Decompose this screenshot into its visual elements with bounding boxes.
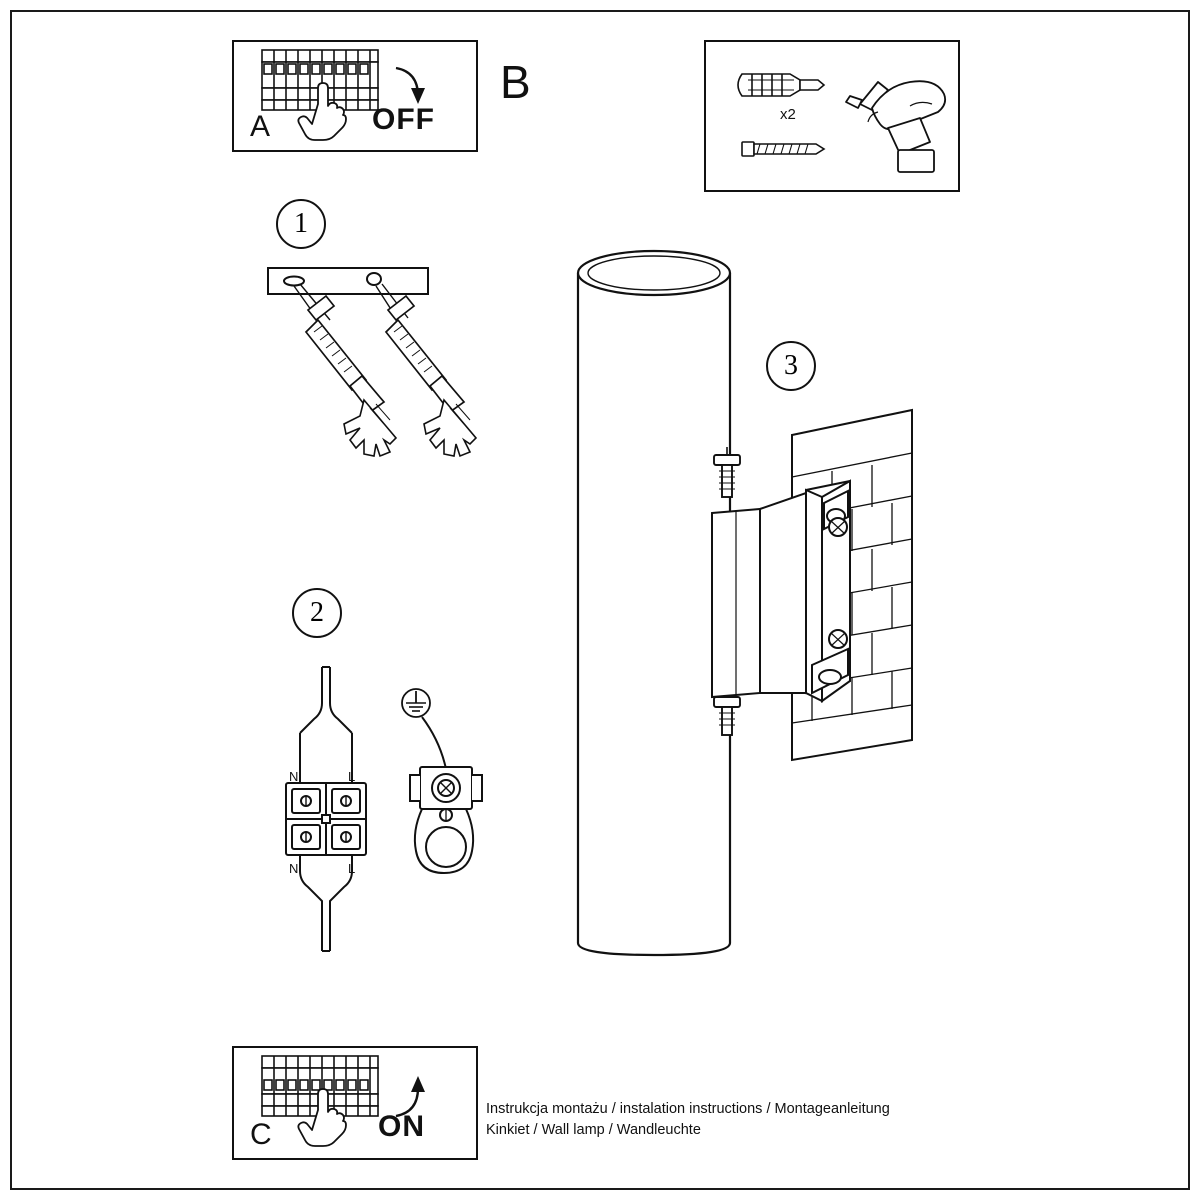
step-1-number: 1 (276, 199, 326, 249)
step-2-illustration (272, 655, 512, 965)
caption-line-1: Instrukcja montażu / instalation instructions / Montageanleitung (486, 1101, 890, 1117)
step-1-illustration (252, 258, 532, 508)
terminal-label-n-bottom: N (289, 861, 299, 876)
panel-b-letter: B (500, 56, 531, 108)
panel-a-action-label: OFF (372, 103, 435, 136)
caption-line-2: Kinkiet / Wall lamp / Wandleuchte (486, 1122, 701, 1138)
panel-c-action-label: ON (378, 1110, 425, 1143)
terminal-label-n-top: N (289, 769, 299, 784)
panel-b-parts-icon (712, 46, 954, 188)
step-3-illustration (560, 225, 960, 970)
terminal-label-l-bottom: L (348, 861, 356, 876)
step-3-number: 3 (766, 341, 816, 391)
panel-a-letter: A (250, 110, 271, 143)
panel-b-quantity-label: x2 (780, 106, 796, 123)
panel-c-letter: C (250, 1118, 272, 1151)
step-2-number: 2 (292, 588, 342, 638)
terminal-label-l-top: L (348, 769, 356, 784)
